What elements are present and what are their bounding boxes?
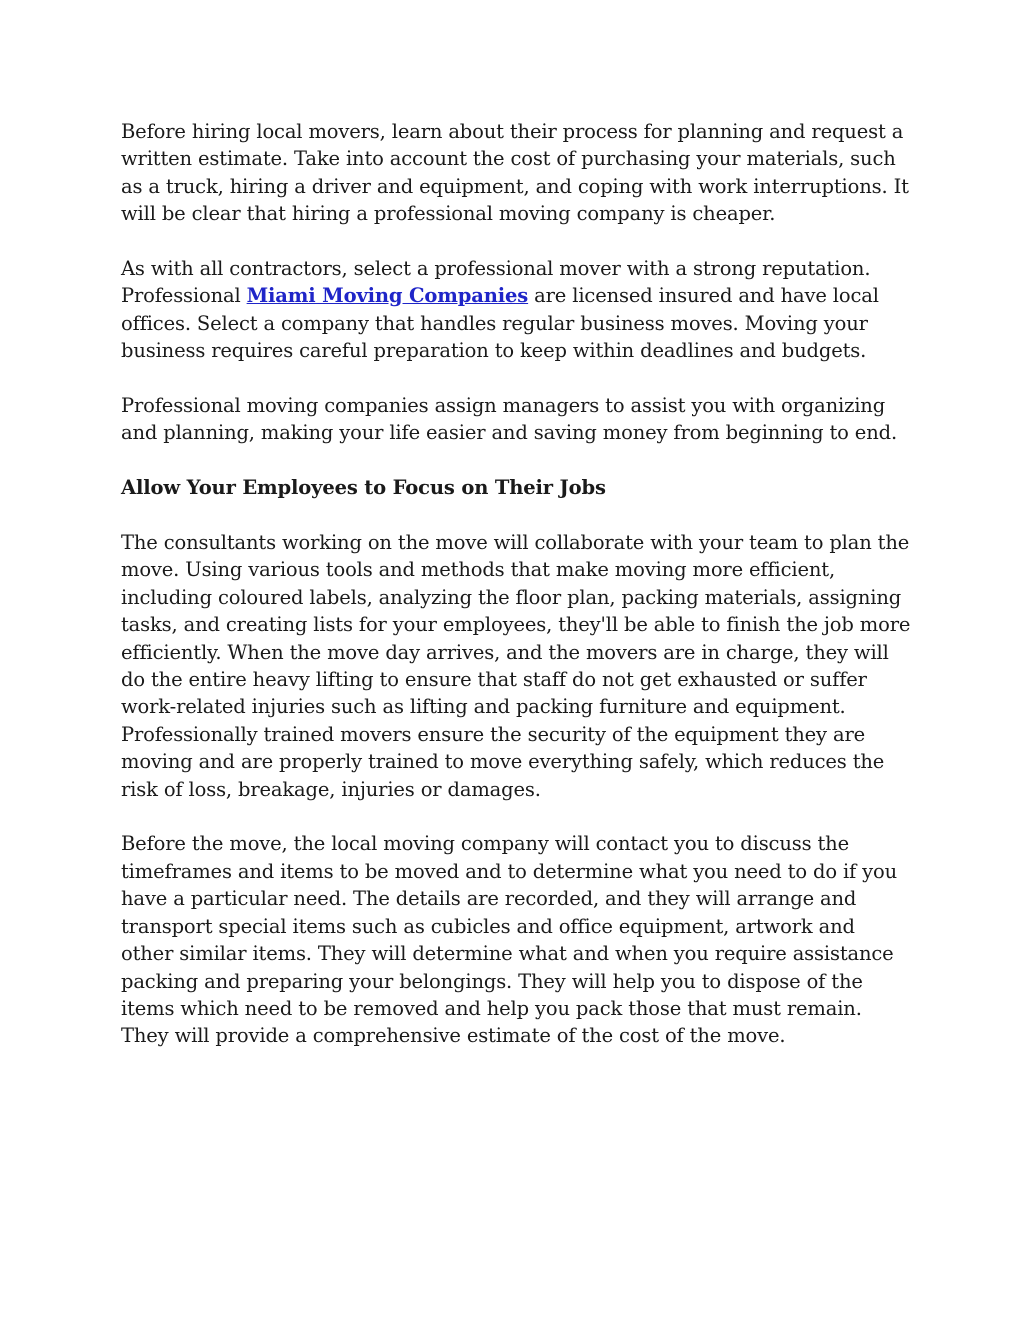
miami-moving-companies-link[interactable]: Miami Moving Companies [246,284,529,308]
section-heading: Allow Your Employees to Focus on Their Jobs [121,476,606,500]
paragraph-consultants: The consultants working on the move will collaborate with your team to plan the move. Using various tools and methods that make moving more efficient, including coloured labels, analyzing the floor plan, packing materials, assigning tasks, and creating lists for your employees, they'll be able to finish the job more efficiently. When the move day arrives, and the movers are in charge, they will do the entire heavy lifting to ensure that staff do not get exhausted or suffer work-related injuries such as lifting and packing furniture and equipment. Professionally trained movers ensure the security of the equipment they are moving and are properly trained to move everything safely, which reduces the risk of loss, breakage, injuries or damages. [121,531,911,801]
document-page [121,118,911,1077]
paragraph-professional-mover [121,255,911,365]
paragraph-before-the-move: Before the move, the local moving company will contact you to discuss the timeframes and items to be moved and to determine what you need to do if you have a particular need. The details are recorded, and they will arrange and transport special items such as cubicles and office equipment, artwork and other similar items. They will determine what and when you require assistance packing and preparing your belongings. They will help you to dispose of the items which need to be removed and help you pack those that must remain. They will provide a comprehensive estimate of the cost of the move. [121,832,898,1048]
paragraph-hiring-local-movers: Before hiring local movers, learn about their process for planning and request a written estimate. Take into account the cost of purchasing your materials, such as a truck, hiring a driver and equipment, and coping with work interruptions. It will be clear that hiring a professional moving company is cheaper. [121,120,909,226]
paragraph-text-before-link: As with all contractors, select a professional mover with a strong reputation. Professional [121,257,871,308]
paragraph-moving-managers: Professional moving companies assign managers to assist you with organizing and planning, making your life easier and saving money from beginning to end. [121,394,897,445]
paragraph-text-after-link: are licensed insured and have local offices. Select a company that handles regular business moves. Moving your business requires careful preparation to keep within deadlines and budgets. [121,284,879,363]
